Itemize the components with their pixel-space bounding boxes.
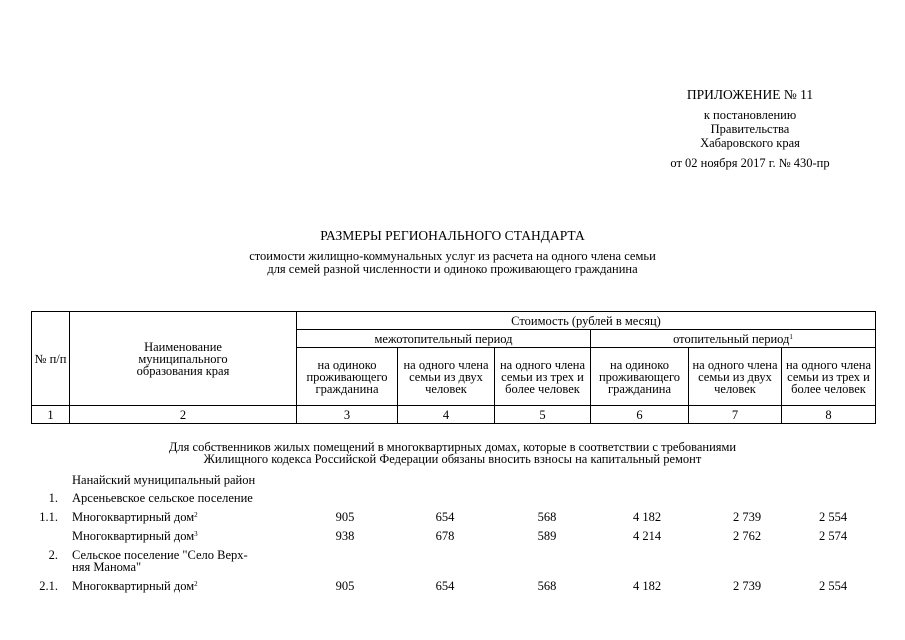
row-number: 2.1. xyxy=(39,579,58,593)
value-col-7: 2 739 xyxy=(732,579,762,593)
row-name-text: Многоквартирный дом xyxy=(72,579,195,593)
sub-single-2: на одиноко проживающего гражданина xyxy=(591,348,689,406)
value-col-6: 4 182 xyxy=(632,510,662,524)
sub-two-1: на одного члена семьи из двух человек xyxy=(398,348,495,406)
sub-three-1: на одного члена семьи из трех и более человек xyxy=(495,348,591,406)
sub-single-1: на одиноко проживающего гражданина xyxy=(297,348,398,406)
value-col-8: 2 554 xyxy=(818,510,848,524)
col-num-1: 1 xyxy=(32,406,70,424)
header-line-1: к постановлению xyxy=(703,108,797,122)
heating-period-footnote: 1 xyxy=(789,332,793,341)
row-name xyxy=(72,580,302,593)
col-num-5: 5 xyxy=(495,406,591,424)
value-col-4: 678 xyxy=(435,529,455,543)
value-col-7: 2 739 xyxy=(732,510,762,524)
table-row xyxy=(31,549,875,575)
subtitle-line-2: для семей разной численности и одиноко проживающего гражданина xyxy=(267,262,638,276)
row-name-continued: няя Манома" xyxy=(72,560,142,574)
row-number: 2. xyxy=(48,548,58,562)
heating-period-label: отопительный период xyxy=(673,331,790,346)
table-row xyxy=(31,511,875,525)
standards-table-header xyxy=(31,311,876,424)
heating-period-header xyxy=(591,330,876,348)
note-line-2: Жилищного кодекса Российской Федерации обязаны вносить взносы на капитальный ремонт xyxy=(203,452,702,466)
subtitle-line-1: стоимости жилищно-коммунальных услуг из расчета на одного члена семьи xyxy=(249,249,656,263)
row-name xyxy=(72,511,302,524)
table-row xyxy=(31,530,875,544)
value-col-8: 2 554 xyxy=(818,579,848,593)
value-col-7: 2 762 xyxy=(732,529,762,543)
value-col-8: 2 574 xyxy=(818,529,848,543)
row-name: Арсеньевское сельское поселение xyxy=(72,491,253,505)
table-row xyxy=(31,474,875,488)
value-col-3: 905 xyxy=(335,510,355,524)
table-row xyxy=(31,580,875,594)
col-num-6: 6 xyxy=(591,406,689,424)
row-name: Сельское поселение "Село Верх- xyxy=(72,548,248,562)
value-col-5: 568 xyxy=(537,510,557,524)
row-name-text: Многоквартирный дом xyxy=(72,529,195,543)
header-line-4: от 02 ноября 2017 г. № 430-пр xyxy=(670,156,830,170)
row-number: 1.1. xyxy=(39,510,58,524)
header-line-2: Правительства xyxy=(710,122,790,136)
document-subtitle xyxy=(0,250,905,276)
value-col-4: 654 xyxy=(435,579,455,593)
sub-two-2: на одного члена семьи из двух человек xyxy=(689,348,782,406)
row-number: 1. xyxy=(48,491,58,505)
value-col-6: 4 214 xyxy=(632,529,662,543)
sub-three-2: на одного члена семьи из трех и более человек xyxy=(782,348,876,406)
col-number-header: № п/п xyxy=(32,312,70,406)
section-note xyxy=(0,441,905,465)
row-footnote: 2 xyxy=(194,580,198,588)
col-num-3: 3 xyxy=(297,406,398,424)
value-col-3: 938 xyxy=(335,529,355,543)
value-col-5: 568 xyxy=(537,579,557,593)
col-name-header: Наименование муниципального образования края xyxy=(70,312,297,406)
appendix-header xyxy=(600,88,900,170)
table-row xyxy=(31,492,875,506)
col-num-4: 4 xyxy=(398,406,495,424)
cost-header: Стоимость (рублей в месяц) xyxy=(297,312,876,330)
row-name-text: Многоквартирный дом xyxy=(72,510,195,524)
row-footnote: 3 xyxy=(194,530,198,538)
document-title: РАЗМЕРЫ РЕГИОНАЛЬНОГО СТАНДАРТА xyxy=(320,228,585,243)
header-line-3: Хабаровского края xyxy=(700,136,800,150)
col-num-8: 8 xyxy=(782,406,876,424)
appendix-number: ПРИЛОЖЕНИЕ № 11 xyxy=(686,87,814,102)
value-col-6: 4 182 xyxy=(632,579,662,593)
row-footnote: 2 xyxy=(194,511,198,519)
row-name xyxy=(72,530,302,543)
note-line-1: Для собственников жилых помещений в многоквартирных домах, которые в соответствии с требованиями xyxy=(168,440,737,454)
value-col-4: 654 xyxy=(435,510,455,524)
col-num-2: 2 xyxy=(70,406,297,424)
row-name: Нанайский муниципальный район xyxy=(72,473,256,487)
value-col-3: 905 xyxy=(335,579,355,593)
col-num-7: 7 xyxy=(689,406,782,424)
non-heating-period-header: межотопительный период xyxy=(297,330,591,348)
value-col-5: 589 xyxy=(537,529,557,543)
